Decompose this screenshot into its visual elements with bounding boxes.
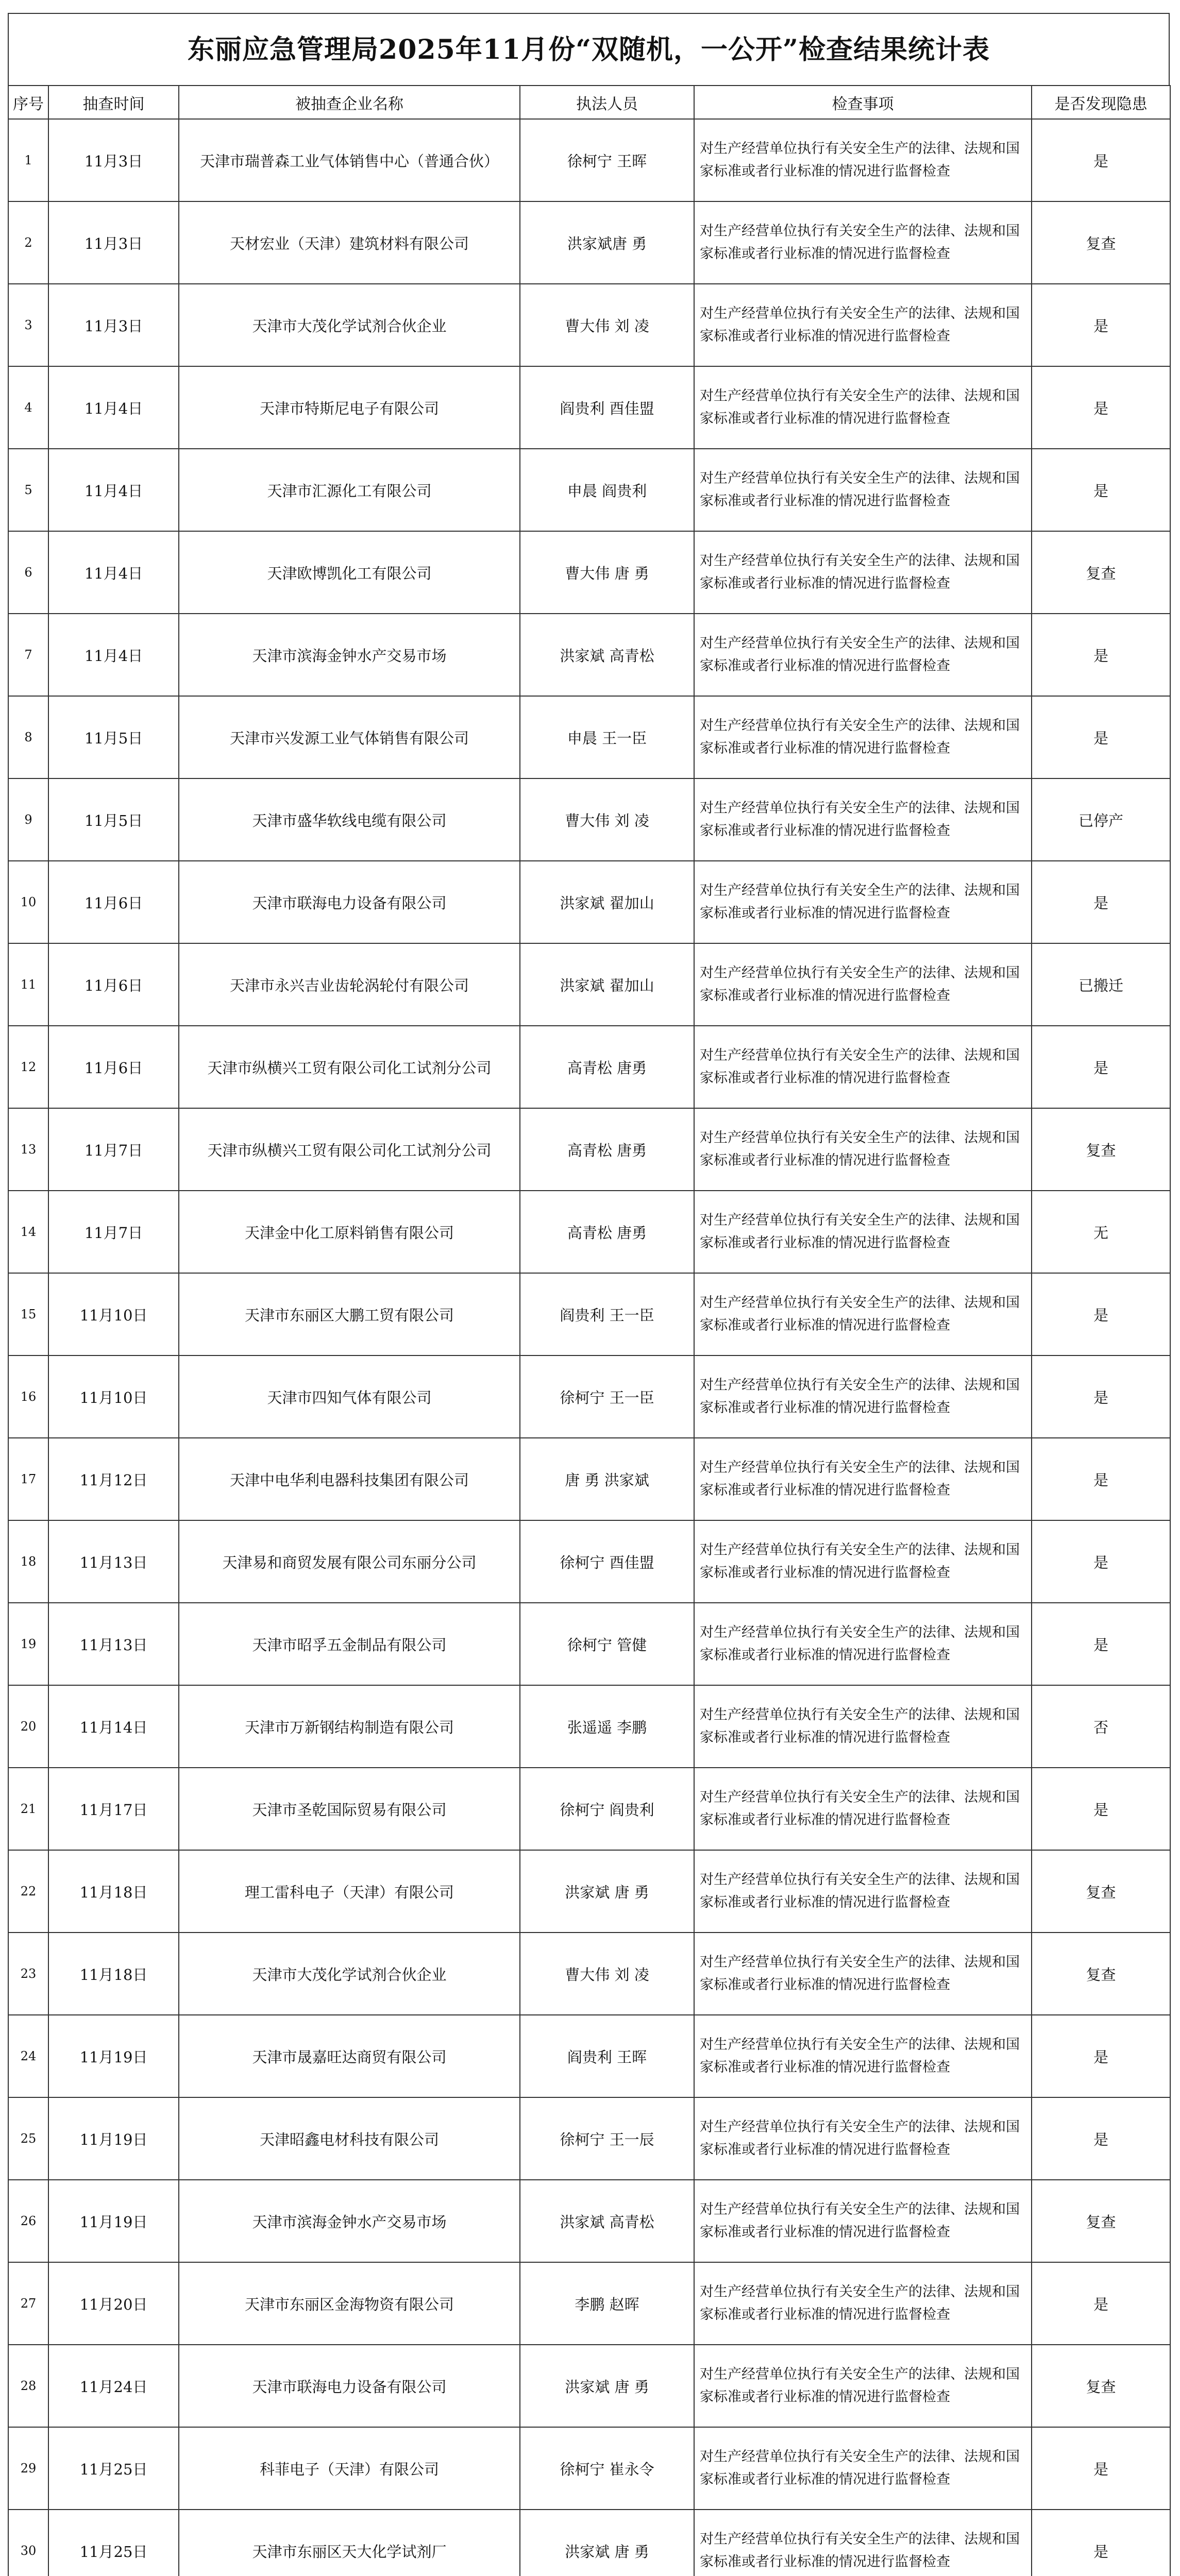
table-row [8,2097,1170,2180]
cell-company: 天津市永兴吉业齿轮涡轮付有限公司 [179,943,520,1026]
cell-date: 11月10日 [48,1355,179,1438]
cell-date: 11月10日 [48,1273,179,1355]
cell-hazard: 是 [1032,2015,1170,2097]
header-date: 抽查时间 [48,86,179,119]
cell-seq: 2 [8,201,48,284]
cell-hazard: 复查 [1032,2345,1170,2427]
cell-hazard: 是 [1032,696,1170,778]
cell-seq: 1 [8,119,48,201]
cell-matter: 对生产经营单位执行有关安全生产的法律、法规和国家标准或者行业标准的情况进行监督检查 [694,1768,1032,1850]
cell-seq: 26 [8,2180,48,2262]
table-row [8,1438,1170,1520]
cell-company: 天津金中化工原料销售有限公司 [179,1191,520,1273]
cell-company: 天津市东丽区金海物资有限公司 [179,2262,520,2345]
cell-date: 11月3日 [48,119,179,201]
table-row [8,2262,1170,2345]
cell-company: 天津市东丽区天大化学试剂厂 [179,2510,520,2576]
cell-company: 天津昭鑫电材科技有限公司 [179,2097,520,2180]
cell-staff: 洪家斌 唐 勇 [520,1850,694,1933]
cell-date: 11月3日 [48,201,179,284]
cell-staff: 徐柯宁 酉佳盟 [520,1520,694,1603]
table-row [8,2510,1170,2576]
cell-staff: 申晨 王一臣 [520,696,694,778]
cell-matter: 对生产经营单位执行有关安全生产的法律、法规和国家标准或者行业标准的情况进行监督检查 [694,1191,1032,1273]
cell-company: 天津市昭孚五金制品有限公司 [179,1603,520,1685]
cell-date: 11月4日 [48,366,179,449]
cell-seq: 12 [8,1026,48,1108]
table-row [8,1933,1170,2015]
cell-seq: 11 [8,943,48,1026]
cell-staff: 阎贵利 王晖 [520,2015,694,2097]
cell-date: 11月4日 [48,449,179,531]
cell-seq: 22 [8,1850,48,1933]
cell-hazard: 是 [1032,1273,1170,1355]
cell-hazard: 是 [1032,2097,1170,2180]
cell-matter: 对生产经营单位执行有关安全生产的法律、法规和国家标准或者行业标准的情况进行监督检查 [694,1850,1032,1933]
cell-company: 天津市圣乾国际贸易有限公司 [179,1768,520,1850]
table-row [8,943,1170,1026]
cell-seq: 17 [8,1438,48,1520]
table-row [8,1768,1170,1850]
cell-matter: 对生产经营单位执行有关安全生产的法律、法规和国家标准或者行业标准的情况进行监督检查 [694,614,1032,696]
cell-staff: 曹大伟 刘 凌 [520,284,694,366]
cell-hazard: 是 [1032,284,1170,366]
cell-matter: 对生产经营单位执行有关安全生产的法律、法规和国家标准或者行业标准的情况进行监督检查 [694,1603,1032,1685]
cell-staff: 曹大伟 刘 凌 [520,1933,694,2015]
cell-date: 11月20日 [48,2262,179,2345]
cell-company: 天津市兴发源工业气体销售有限公司 [179,696,520,778]
cell-staff: 李鹏 赵晖 [520,2262,694,2345]
cell-staff: 高青松 唐勇 [520,1108,694,1191]
cell-seq: 6 [8,531,48,614]
cell-company: 天津市联海电力设备有限公司 [179,861,520,943]
cell-seq: 21 [8,1768,48,1850]
cell-seq: 28 [8,2345,48,2427]
cell-matter: 对生产经营单位执行有关安全生产的法律、法规和国家标准或者行业标准的情况进行监督检查 [694,2510,1032,2576]
cell-date: 11月7日 [48,1191,179,1273]
table-row [8,614,1170,696]
cell-date: 11月3日 [48,284,179,366]
cell-company: 天津市滨海金钟水产交易市场 [179,614,520,696]
cell-seq: 30 [8,2510,48,2576]
cell-date: 11月14日 [48,1685,179,1768]
cell-hazard: 是 [1032,119,1170,201]
cell-date: 11月19日 [48,2180,179,2262]
cell-matter: 对生产经营单位执行有关安全生产的法律、法规和国家标准或者行业标准的情况进行监督检查 [694,201,1032,284]
cell-matter: 对生产经营单位执行有关安全生产的法律、法规和国家标准或者行业标准的情况进行监督检查 [694,1026,1032,1108]
cell-date: 11月19日 [48,2097,179,2180]
cell-matter: 对生产经营单位执行有关安全生产的法律、法规和国家标准或者行业标准的情况进行监督检查 [694,531,1032,614]
header-hazard: 是否发现隐患 [1032,86,1170,119]
cell-matter: 对生产经营单位执行有关安全生产的法律、法规和国家标准或者行业标准的情况进行监督检查 [694,2097,1032,2180]
cell-date: 11月4日 [48,614,179,696]
cell-staff: 徐柯宁 王一臣 [520,1355,694,1438]
cell-seq: 10 [8,861,48,943]
cell-matter: 对生产经营单位执行有关安全生产的法律、法规和国家标准或者行业标准的情况进行监督检查 [694,2262,1032,2345]
table-row [8,1191,1170,1273]
cell-seq: 3 [8,284,48,366]
cell-seq: 25 [8,2097,48,2180]
cell-date: 11月13日 [48,1603,179,1685]
cell-staff: 洪家斌 翟加山 [520,943,694,1026]
cell-hazard: 是 [1032,1438,1170,1520]
cell-hazard: 复查 [1032,531,1170,614]
cell-hazard: 复查 [1032,1850,1170,1933]
table-row [8,1026,1170,1108]
cell-date: 11月18日 [48,1850,179,1933]
cell-staff: 洪家斌 唐 勇 [520,2510,694,2576]
cell-seq: 9 [8,778,48,861]
cell-company: 天津市特斯尼电子有限公司 [179,366,520,449]
cell-staff: 洪家斌 唐 勇 [520,2345,694,2427]
cell-staff: 唐 勇 洪家斌 [520,1438,694,1520]
cell-company: 天津市汇源化工有限公司 [179,449,520,531]
cell-matter: 对生产经营单位执行有关安全生产的法律、法规和国家标准或者行业标准的情况进行监督检查 [694,449,1032,531]
table-row [8,696,1170,778]
cell-company: 天津市大茂化学试剂合伙企业 [179,284,520,366]
cell-seq: 19 [8,1603,48,1685]
cell-hazard: 复查 [1032,1108,1170,1191]
cell-hazard: 否 [1032,1685,1170,1768]
cell-matter: 对生产经营单位执行有关安全生产的法律、法规和国家标准或者行业标准的情况进行监督检查 [694,2015,1032,2097]
cell-matter: 对生产经营单位执行有关安全生产的法律、法规和国家标准或者行业标准的情况进行监督检查 [694,366,1032,449]
cell-company: 天津易和商贸发展有限公司东丽分公司 [179,1520,520,1603]
cell-date: 11月18日 [48,1933,179,2015]
cell-seq: 27 [8,2262,48,2345]
cell-date: 11月12日 [48,1438,179,1520]
cell-date: 11月5日 [48,778,179,861]
cell-hazard: 是 [1032,1026,1170,1108]
header-seq: 序号 [8,86,48,119]
cell-matter: 对生产经营单位执行有关安全生产的法律、法规和国家标准或者行业标准的情况进行监督检查 [694,1933,1032,2015]
cell-seq: 15 [8,1273,48,1355]
cell-date: 11月13日 [48,1520,179,1603]
cell-seq: 5 [8,449,48,531]
cell-matter: 对生产经营单位执行有关安全生产的法律、法规和国家标准或者行业标准的情况进行监督检查 [694,119,1032,201]
cell-staff: 徐柯宁 王晖 [520,119,694,201]
cell-matter: 对生产经营单位执行有关安全生产的法律、法规和国家标准或者行业标准的情况进行监督检查 [694,1520,1032,1603]
cell-seq: 4 [8,366,48,449]
cell-date: 11月6日 [48,943,179,1026]
cell-company: 天津市东丽区大鹏工贸有限公司 [179,1273,520,1355]
inspection-table [8,85,1171,2576]
cell-seq: 13 [8,1108,48,1191]
cell-hazard: 是 [1032,2262,1170,2345]
cell-matter: 对生产经营单位执行有关安全生产的法律、法规和国家标准或者行业标准的情况进行监督检查 [694,1438,1032,1520]
cell-staff: 徐柯宁 王一辰 [520,2097,694,2180]
table-row [8,2180,1170,2262]
header-staff: 执法人员 [520,86,694,119]
table-row [8,201,1170,284]
cell-staff: 阎贵利 酉佳盟 [520,366,694,449]
table-row [8,531,1170,614]
cell-matter: 对生产经营单位执行有关安全生产的法律、法规和国家标准或者行业标准的情况进行监督检查 [694,1273,1032,1355]
cell-hazard: 是 [1032,366,1170,449]
cell-staff: 高青松 唐勇 [520,1026,694,1108]
table-row [8,449,1170,531]
cell-company: 天津市四知气体有限公司 [179,1355,520,1438]
cell-date: 11月6日 [48,861,179,943]
table-row [8,119,1170,201]
cell-staff: 徐柯宁 阎贵利 [520,1768,694,1850]
cell-date: 11月25日 [48,2510,179,2576]
cell-staff: 张遥遥 李鹏 [520,1685,694,1768]
table-row [8,1273,1170,1355]
cell-matter: 对生产经营单位执行有关安全生产的法律、法规和国家标准或者行业标准的情况进行监督检查 [694,1355,1032,1438]
cell-staff: 曹大伟 刘 凌 [520,778,694,861]
cell-matter: 对生产经营单位执行有关安全生产的法律、法规和国家标准或者行业标准的情况进行监督检查 [694,284,1032,366]
cell-date: 11月25日 [48,2427,179,2510]
cell-company: 天津市万新钢结构制造有限公司 [179,1685,520,1768]
cell-hazard: 是 [1032,614,1170,696]
cell-company: 天材宏业（天津）建筑材料有限公司 [179,201,520,284]
cell-company: 天津中电华利电器科技集团有限公司 [179,1438,520,1520]
cell-staff: 徐柯宁 管健 [520,1603,694,1685]
cell-hazard: 是 [1032,1768,1170,1850]
cell-date: 11月19日 [48,2015,179,2097]
table-row [8,2015,1170,2097]
cell-staff: 高青松 唐勇 [520,1191,694,1273]
cell-date: 11月6日 [48,1026,179,1108]
cell-matter: 对生产经营单位执行有关安全生产的法律、法规和国家标准或者行业标准的情况进行监督检查 [694,2180,1032,2262]
table-row [8,778,1170,861]
cell-company: 天津市联海电力设备有限公司 [179,2345,520,2427]
cell-date: 11月24日 [48,2345,179,2427]
header-matter: 检查事项 [694,86,1032,119]
cell-hazard: 是 [1032,449,1170,531]
cell-hazard: 复查 [1032,2180,1170,2262]
cell-hazard: 是 [1032,2510,1170,2576]
table-row [8,1355,1170,1438]
cell-hazard: 是 [1032,861,1170,943]
cell-company: 天津市滨海金钟水产交易市场 [179,2180,520,2262]
cell-company: 科菲电子（天津）有限公司 [179,2427,520,2510]
cell-matter: 对生产经营单位执行有关安全生产的法律、法规和国家标准或者行业标准的情况进行监督检查 [694,2427,1032,2510]
cell-company: 天津欧博凯化工有限公司 [179,531,520,614]
table-row [8,1520,1170,1603]
page-title: 东丽应急管理局2025年11月份“双随机，一公开”检查结果统计表 [8,13,1170,85]
table-row [8,284,1170,366]
cell-seq: 18 [8,1520,48,1603]
cell-seq: 8 [8,696,48,778]
table-row [8,861,1170,943]
cell-hazard: 是 [1032,1520,1170,1603]
table-row [8,2345,1170,2427]
table-row [8,366,1170,449]
cell-company: 天津市盛华软线电缆有限公司 [179,778,520,861]
cell-seq: 24 [8,2015,48,2097]
cell-company: 天津市晟嘉旺达商贸有限公司 [179,2015,520,2097]
table-row [8,2427,1170,2510]
cell-hazard: 已停产 [1032,778,1170,861]
cell-hazard: 已搬迁 [1032,943,1170,1026]
cell-staff: 曹大伟 唐 勇 [520,531,694,614]
cell-date: 11月4日 [48,531,179,614]
table-row [8,1685,1170,1768]
cell-matter: 对生产经营单位执行有关安全生产的法律、法规和国家标准或者行业标准的情况进行监督检查 [694,2345,1032,2427]
cell-staff: 申晨 阎贵利 [520,449,694,531]
table-row [8,1850,1170,1933]
cell-hazard: 是 [1032,1603,1170,1685]
cell-seq: 14 [8,1191,48,1273]
header-company: 被抽查企业名称 [179,86,520,119]
table-row [8,1603,1170,1685]
cell-seq: 7 [8,614,48,696]
cell-date: 11月7日 [48,1108,179,1191]
cell-seq: 20 [8,1685,48,1768]
cell-company: 天津市大茂化学试剂合伙企业 [179,1933,520,2015]
cell-date: 11月5日 [48,696,179,778]
cell-matter: 对生产经营单位执行有关安全生产的法律、法规和国家标准或者行业标准的情况进行监督检查 [694,943,1032,1026]
cell-company: 天津市纵横兴工贸有限公司化工试剂分公司 [179,1108,520,1191]
table-header-row [8,86,1170,119]
cell-hazard: 无 [1032,1191,1170,1273]
cell-date: 11月17日 [48,1768,179,1850]
cell-matter: 对生产经营单位执行有关安全生产的法律、法规和国家标准或者行业标准的情况进行监督检查 [694,1685,1032,1768]
cell-hazard: 复查 [1032,1933,1170,2015]
cell-company: 天津市纵横兴工贸有限公司化工试剂分公司 [179,1026,520,1108]
cell-matter: 对生产经营单位执行有关安全生产的法律、法规和国家标准或者行业标准的情况进行监督检查 [694,778,1032,861]
cell-hazard: 是 [1032,2427,1170,2510]
table-body [8,119,1170,2576]
cell-staff: 洪家斌唐 勇 [520,201,694,284]
cell-staff: 洪家斌 高青松 [520,614,694,696]
cell-seq: 23 [8,1933,48,2015]
cell-hazard: 复查 [1032,201,1170,284]
cell-matter: 对生产经营单位执行有关安全生产的法律、法规和国家标准或者行业标准的情况进行监督检查 [694,1108,1032,1191]
cell-company: 天津市瑞普森工业气体销售中心（普通合伙） [179,119,520,201]
cell-hazard: 是 [1032,1355,1170,1438]
cell-matter: 对生产经营单位执行有关安全生产的法律、法规和国家标准或者行业标准的情况进行监督检查 [694,696,1032,778]
table-row [8,1108,1170,1191]
cell-matter: 对生产经营单位执行有关安全生产的法律、法规和国家标准或者行业标准的情况进行监督检查 [694,861,1032,943]
cell-seq: 16 [8,1355,48,1438]
cell-staff: 洪家斌 高青松 [520,2180,694,2262]
cell-staff: 徐柯宁 崔永令 [520,2427,694,2510]
cell-staff: 阎贵利 王一臣 [520,1273,694,1355]
cell-seq: 29 [8,2427,48,2510]
cell-company: 理工雷科电子（天津）有限公司 [179,1850,520,1933]
cell-staff: 洪家斌 翟加山 [520,861,694,943]
